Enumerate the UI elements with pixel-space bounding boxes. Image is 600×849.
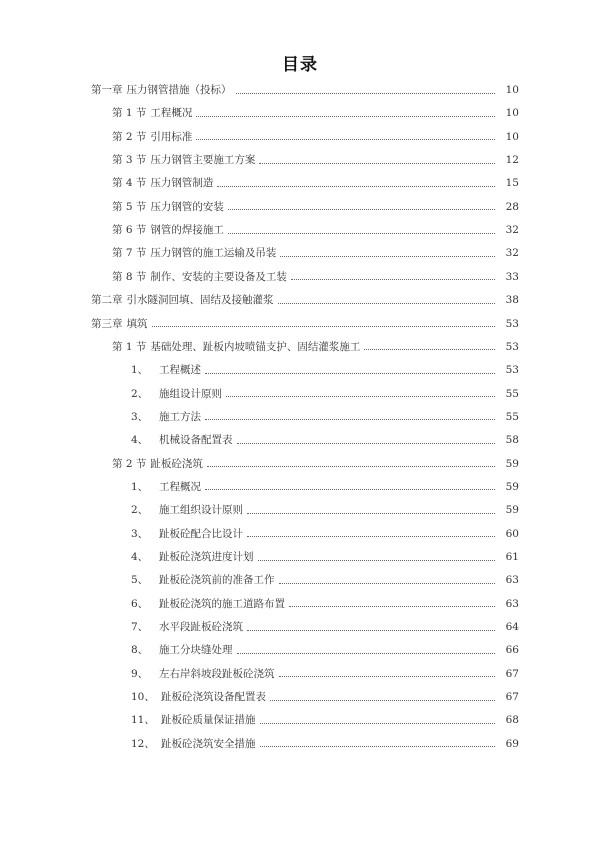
toc-entry-page-number: 32 <box>505 224 519 237</box>
toc-entry-page-number: 68 <box>505 714 519 727</box>
toc-entry-text: 引水隧洞回填、固结及接触灌浆 <box>126 294 274 307</box>
toc-entry-page-number: 12 <box>505 154 519 167</box>
toc-entry[interactable] <box>0 127 600 147</box>
toc-entry-page-number: 58 <box>505 434 519 447</box>
toc-entry-page-number: 63 <box>505 574 519 587</box>
toc-entry-number: 1、 <box>131 364 149 377</box>
dot-leader <box>258 560 496 561</box>
toc-entry-text: 压力钢管措施（投标） <box>126 84 232 96</box>
toc-entry-page-number: 10 <box>505 130 519 143</box>
toc-entry[interactable] <box>0 407 600 427</box>
toc-entry-page-number: 32 <box>505 247 519 260</box>
dot-leader <box>237 443 496 444</box>
toc-entry-page-number: 15 <box>505 177 519 190</box>
dot-leader <box>196 139 495 140</box>
dot-leader <box>247 513 495 514</box>
toc-entry-label <box>0 337 360 357</box>
toc-entry[interactable] <box>0 570 600 590</box>
dot-leader <box>207 466 495 467</box>
toc-entry[interactable] <box>0 687 600 707</box>
toc-entry[interactable] <box>0 477 600 497</box>
toc-entry[interactable] <box>0 617 600 637</box>
toc-entry-page-number: 69 <box>505 737 519 750</box>
dot-leader <box>205 489 495 490</box>
toc-entry-number: 第 5 节 <box>112 200 147 213</box>
toc-entry-text: 压力钢管的施工运输及吊装 <box>150 247 277 260</box>
dot-leader <box>260 723 496 724</box>
toc-entry[interactable] <box>0 640 600 660</box>
toc-entry-text: 机械设备配置表 <box>159 434 233 447</box>
toc-entry[interactable] <box>0 290 600 310</box>
toc-entry-label <box>0 710 256 730</box>
toc-entry-text: 压力钢管主要施工方案 <box>150 154 256 167</box>
toc-entry-text: 填筑 <box>126 317 148 330</box>
toc-entry-page-number: 10 <box>505 107 519 120</box>
toc-entry[interactable] <box>0 710 600 730</box>
dot-leader <box>247 630 495 631</box>
toc-entry-number: 8、 <box>131 644 149 657</box>
toc-entry-label <box>0 80 232 100</box>
toc-entry-label <box>0 430 233 450</box>
toc-entry[interactable] <box>0 80 600 100</box>
toc-entry-page-number: 63 <box>505 597 519 610</box>
dot-leader <box>236 93 496 94</box>
toc-entry-text: 趾板砼浇筑 <box>150 457 203 470</box>
toc-entry-label <box>0 290 274 310</box>
toc-entry-number: 第 2 节 <box>112 130 147 143</box>
toc-entry-text: 趾板砼配合比设计 <box>159 527 243 540</box>
toc-entry-page-number: 10 <box>505 84 519 96</box>
dot-leader <box>226 396 495 397</box>
toc-entry-label <box>0 524 243 544</box>
toc-entry-label <box>0 314 148 334</box>
toc-entry-number: 5、 <box>131 574 149 587</box>
toc-entry-number: 10、 <box>131 691 155 704</box>
toc-entry-label <box>0 407 201 427</box>
dot-leader <box>364 349 495 350</box>
toc-entry[interactable] <box>0 524 600 544</box>
toc-entry-page-number: 64 <box>505 621 519 634</box>
toc-entry-label <box>0 173 213 193</box>
toc-entry-label <box>0 547 254 567</box>
toc-entry-text: 制作、安装的主要设备及工装 <box>150 270 287 283</box>
toc-entry-number: 第 3 节 <box>112 154 147 167</box>
toc-entry[interactable] <box>0 103 600 123</box>
dot-leader <box>270 700 495 701</box>
dot-leader <box>228 233 495 234</box>
toc-entry-number: 第 8 节 <box>112 270 147 283</box>
toc-entry-text: 趾板砼浇筑设备配置表 <box>161 691 266 704</box>
dot-leader <box>280 256 495 257</box>
toc-entry-page-number: 60 <box>505 527 519 540</box>
toc-entry-label <box>0 103 192 123</box>
dot-leader <box>289 606 495 607</box>
toc-entry-number: 第三章 <box>91 317 123 330</box>
toc-entry-number: 2、 <box>131 387 149 400</box>
toc-entry-label <box>0 570 275 590</box>
toc-entry-page-number: 59 <box>505 480 519 493</box>
toc-entry[interactable] <box>0 197 600 217</box>
dot-leader <box>278 303 496 304</box>
toc-entry[interactable] <box>0 454 600 474</box>
toc-entry-page-number: 38 <box>505 294 519 307</box>
toc-entry-page-number: 53 <box>505 340 519 353</box>
toc-entry-page-number: 66 <box>505 644 519 657</box>
dot-leader <box>237 653 496 654</box>
toc-entry-label <box>0 360 201 380</box>
toc-entry[interactable] <box>0 500 600 520</box>
toc-title: 目录 <box>282 55 318 75</box>
dot-leader <box>205 419 495 420</box>
toc-entry-text: 趾板砼浇筑前的准备工作 <box>159 574 275 587</box>
toc-entry-label <box>0 734 256 754</box>
toc-entry-number: 9、 <box>131 667 149 680</box>
toc-entry-label <box>0 384 222 404</box>
dot-leader <box>279 676 496 677</box>
toc-entry-label <box>0 617 243 637</box>
toc-entry-text: 施工分块缝处理 <box>159 644 233 657</box>
toc-entry-page-number: 33 <box>505 270 519 283</box>
toc-entry-page-number: 59 <box>505 504 519 517</box>
dot-leader <box>152 326 496 327</box>
dot-leader <box>217 186 495 187</box>
toc-entry-label <box>0 687 266 707</box>
toc-entry-text: 基础处理、趾板内坡喷锚支护、固结灌浆施工 <box>150 340 361 353</box>
toc-entry-label <box>0 500 243 520</box>
toc-entry-text: 工程概述 <box>159 364 201 377</box>
toc-entry-text: 工程概况 <box>159 480 201 493</box>
toc-entry-number: 第 2 节 <box>112 457 147 470</box>
toc-entry-page-number: 28 <box>505 200 519 213</box>
toc-entry-label <box>0 150 255 170</box>
toc-entry[interactable] <box>0 547 600 567</box>
toc-entry-text: 施工方法 <box>159 410 201 423</box>
toc-entry-page-number: 67 <box>505 667 519 680</box>
toc-entry[interactable] <box>0 150 600 170</box>
toc-entry-number: 1、 <box>131 480 149 493</box>
toc-entry-page-number: 53 <box>505 317 519 330</box>
toc-entry-text: 左右岸斜坡段趾板砼浇筑 <box>159 667 275 680</box>
toc-entry-label <box>0 127 192 147</box>
toc-entry-number: 第二章 <box>91 294 123 307</box>
toc-entry-number: 第 6 节 <box>112 224 147 237</box>
toc-entry[interactable] <box>0 664 600 684</box>
toc-entry-label <box>0 640 233 660</box>
toc-entry[interactable] <box>0 243 600 263</box>
dot-leader <box>205 373 495 374</box>
toc-entry-page-number: 55 <box>505 410 519 423</box>
toc-entry-text: 趾板砼浇筑安全措施 <box>161 737 256 750</box>
toc-entry[interactable] <box>0 594 600 614</box>
dot-leader <box>291 279 495 280</box>
toc-entry-number: 3、 <box>131 527 149 540</box>
toc-entry-number: 第 4 节 <box>112 177 147 190</box>
toc-entry-label <box>0 594 285 614</box>
toc-entry[interactable] <box>0 337 600 357</box>
toc-entry-number: 第 1 节 <box>112 340 147 353</box>
dot-leader <box>196 116 495 117</box>
dot-leader <box>247 536 495 537</box>
toc-entry-number: 第一章 <box>91 84 123 96</box>
toc-entry-text: 压力钢管的安装 <box>150 200 224 213</box>
dot-leader <box>279 583 496 584</box>
toc-entry-number: 12、 <box>131 737 155 750</box>
toc-entry-label <box>0 664 275 684</box>
toc-entry[interactable] <box>0 360 600 380</box>
toc-entry-text: 工程概况 <box>150 107 193 120</box>
toc-entry-text: 引用标准 <box>150 130 193 143</box>
toc-entry-number: 第 7 节 <box>112 247 147 260</box>
toc-entry-page-number: 67 <box>505 691 519 704</box>
toc-entry-text: 趾板砼质量保证措施 <box>161 714 256 727</box>
toc-entry-number: 3、 <box>131 410 149 423</box>
toc-entry-label <box>0 267 287 287</box>
toc-entry-page-number: 61 <box>505 551 519 563</box>
toc-entry-number: 7、 <box>131 621 149 634</box>
dot-leader <box>259 163 495 164</box>
toc-entry-label <box>0 243 276 263</box>
toc-entry[interactable] <box>0 267 600 287</box>
toc-entry-text: 压力钢管制造 <box>150 177 214 190</box>
toc-entry-page-number: 55 <box>505 387 519 400</box>
toc-entry-label <box>0 197 224 217</box>
toc-entry-number: 6、 <box>131 597 149 610</box>
toc-entry-text: 施工组织设计原则 <box>159 504 243 517</box>
toc-entry-label <box>0 454 203 474</box>
dot-leader <box>228 209 495 210</box>
toc-entry-number: 4、 <box>131 551 149 563</box>
toc-entry[interactable] <box>0 173 600 193</box>
toc-entry-text: 趾板砼浇筑进度计划 <box>159 551 254 563</box>
toc-entry[interactable] <box>0 734 600 754</box>
toc-entry-text: 施组设计原则 <box>159 387 222 400</box>
toc-entry-label <box>0 220 224 240</box>
toc-entry[interactable] <box>0 430 600 450</box>
toc-entry[interactable] <box>0 314 600 334</box>
toc-entry-number: 第 1 节 <box>112 107 147 120</box>
toc-entry-page-number: 53 <box>505 364 519 377</box>
toc-entry-number: 2、 <box>131 504 149 517</box>
toc-entry-text: 钢管的焊接施工 <box>150 224 224 237</box>
dot-leader <box>260 746 496 747</box>
toc-entry-text: 趾板砼浇筑的施工道路布置 <box>159 597 285 610</box>
toc-entry-label <box>0 477 201 497</box>
toc-entry-number: 11、 <box>131 714 155 727</box>
toc-entry-page-number: 59 <box>505 457 519 470</box>
toc-entry[interactable] <box>0 384 600 404</box>
toc-entry-number: 4、 <box>131 434 149 447</box>
toc-entry[interactable] <box>0 220 600 240</box>
toc-entry-text: 水平段趾板砼浇筑 <box>159 621 243 634</box>
